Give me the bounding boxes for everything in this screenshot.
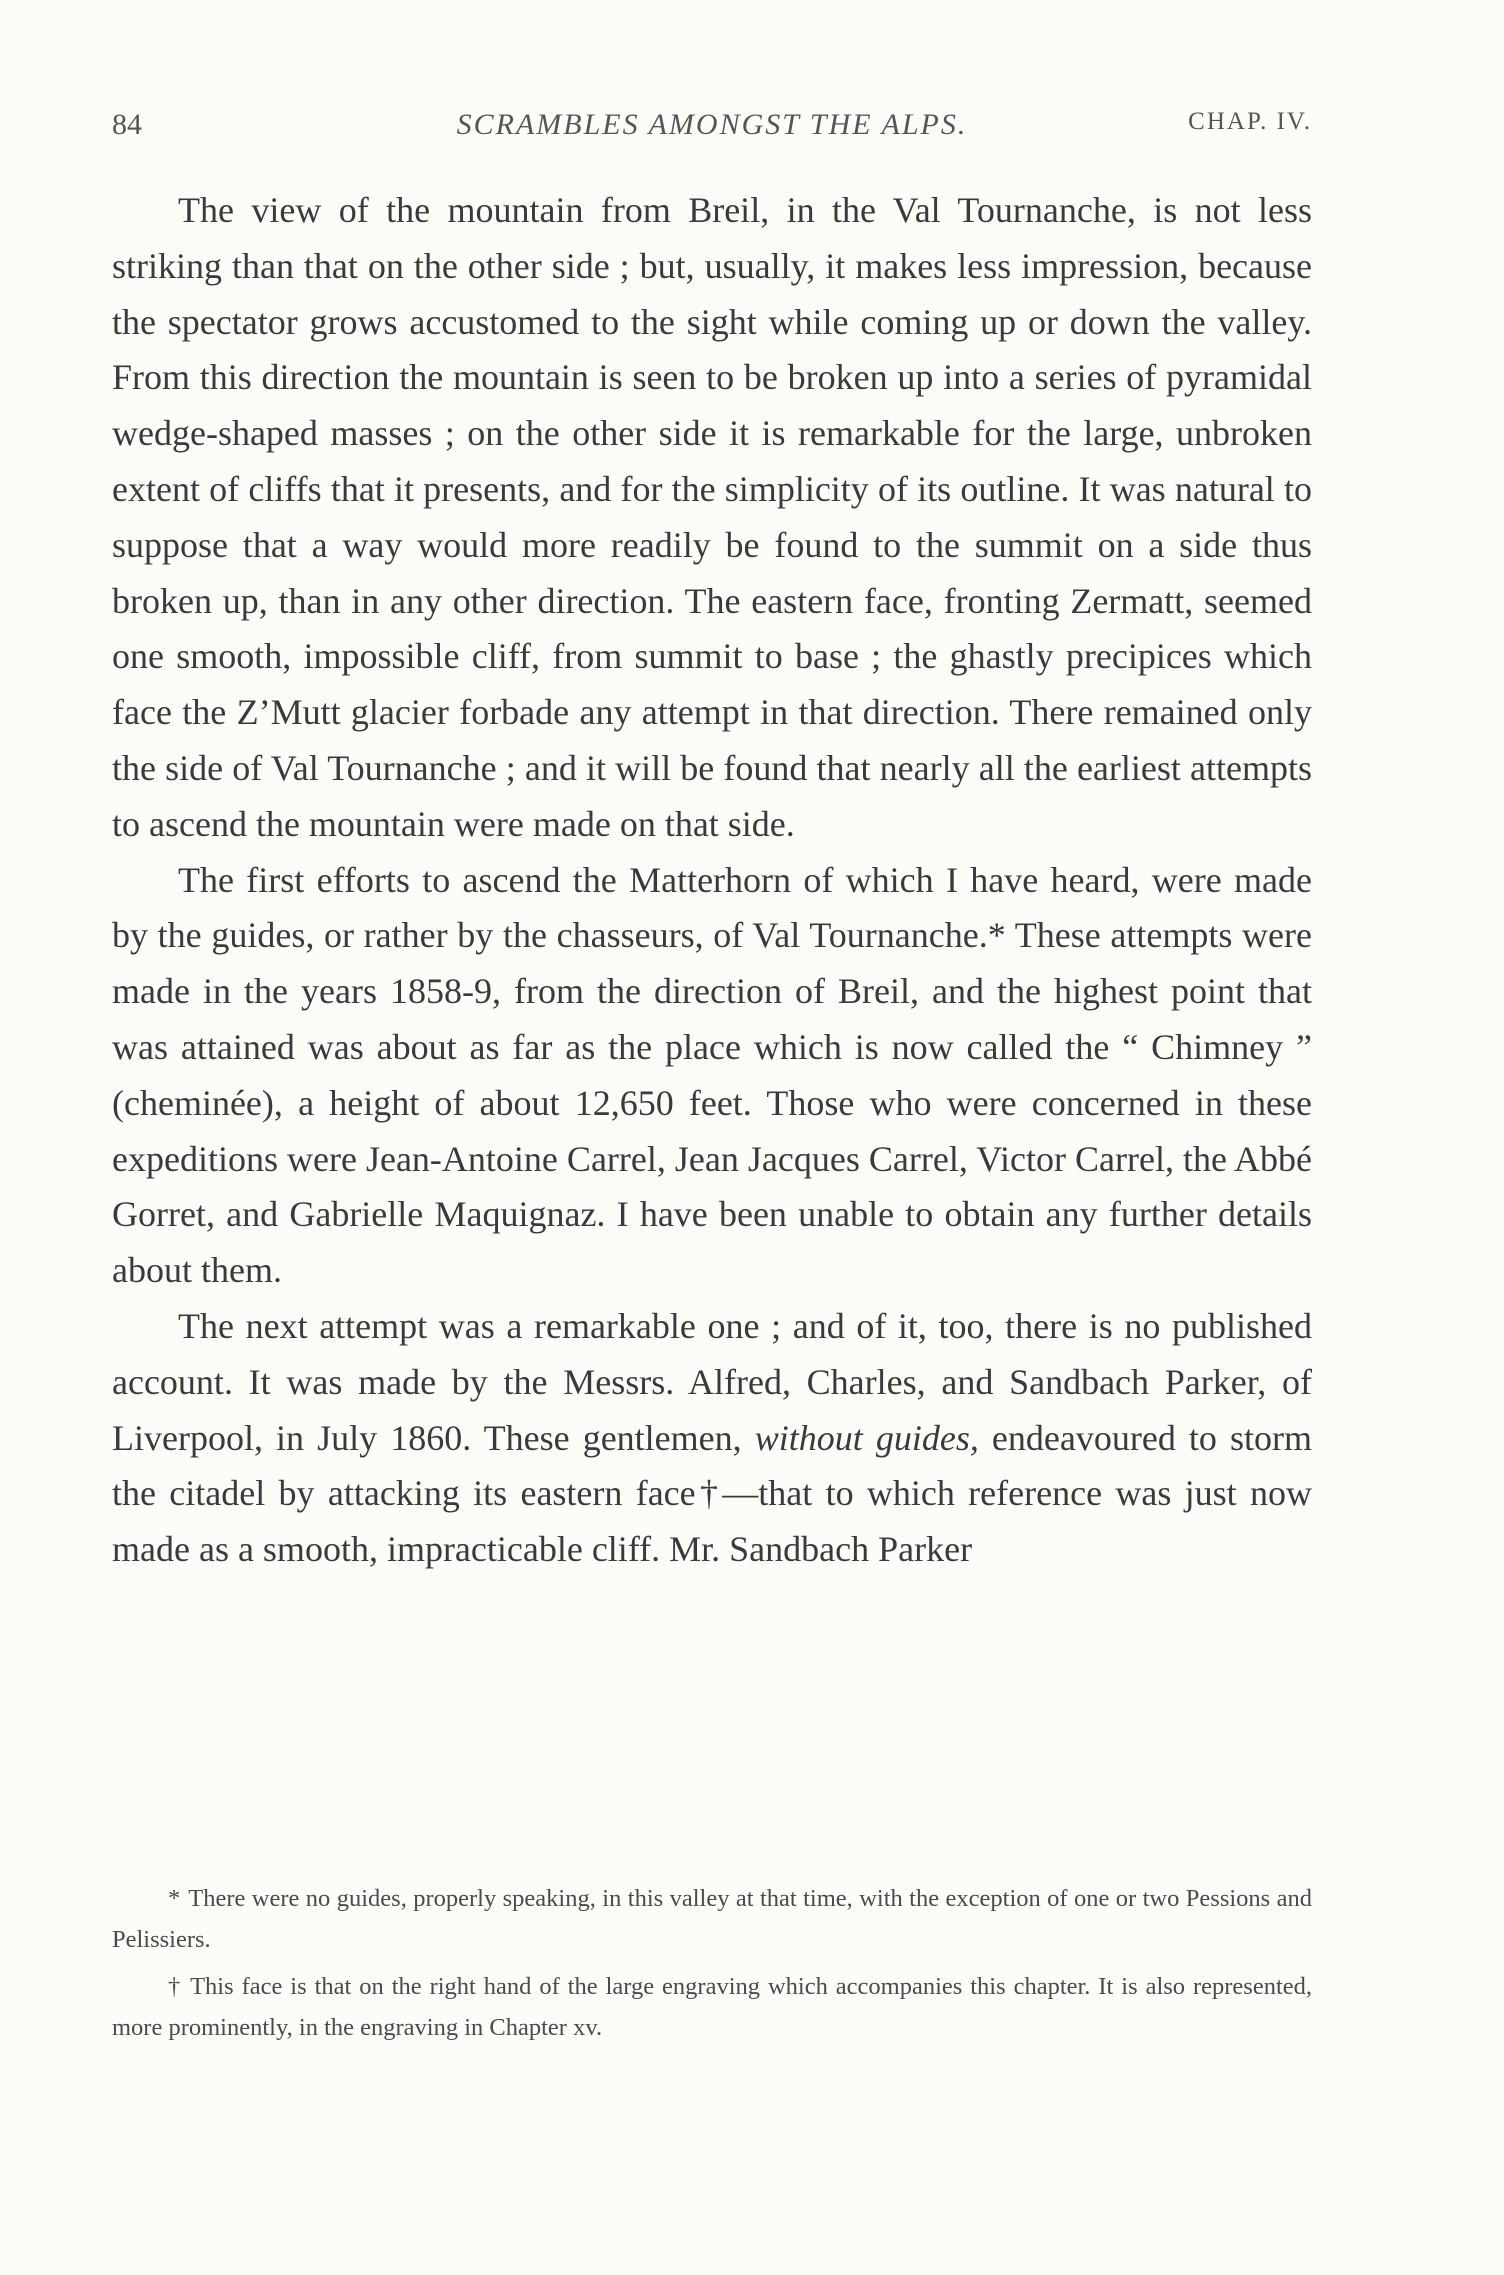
footnote-text: This face is that on the right hand of the large engraving which accompanies this chapter. It is also represented, more prominently, in the engraving in Chapter xv.: [112, 1973, 1313, 2041]
footnotes: [112, 1878, 1312, 2054]
paragraph: The first efforts to ascend the Matterhorn of which I have heard, were made by the guides, or rather by the chasseurs, of Val Tournanche.* These attempts were made in the years 1858-9, from the direction of Breil, and the highest point that was attained was about as far as the place which is now called the “ Chimney ” (cheminée), a height of about 12,650 feet. Those who were concerned in these expeditions were Jean-Antoine Carrel, Jean Jacques Carrel, Victor Carrel, the Abbé Gorret, and Gabrielle Maquignaz. I have been unable to obtain any further details about them.: [112, 859, 1312, 1291]
paragraph-text: endeavoured to storm the citadel by attacking its eastern face†—that to which reference was just now made as a smooth, impracticable cliff. Mr. Sandbach Parker: [112, 1417, 1312, 1570]
footnote: [112, 1966, 1312, 2048]
page-header: [112, 108, 1312, 148]
footnote: [112, 1878, 1312, 1960]
footnote-mark: *: [168, 1885, 181, 1912]
emphasis-text: without guides,: [754, 1417, 979, 1458]
footnote-text: There were no guides, properly speaking, in this valley at that time, with the exception of one or two Pessions and Pelissiers.: [112, 1885, 1312, 1953]
paragraph: The view of the mountain from Breil, in the Val Tournanche, is not less striking than that on the other side ; but, usually, it makes less impression, because the spectator grows accustomed to the sight while coming up or down the valley. From this direction the mountain is seen to be broken up into a series of pyramidal wedge-shaped masses ; on the other side it is remarkable for the large, unbroken extent of cliffs that it presents, and for the simplicity of its outline. It was natural to suppose that a way would more readily be found to the summit on a side thus broken up, than in any other direction. The eastern face, fronting Zermatt, seemed one smooth, impossible cliff, from summit to base ; the ghastly precipices which face the Z’Mutt glacier forbade any attempt in that direction. There remained only the side of Val Tournanche ; and it will be found that nearly all the earliest attempts to ascend the mountain were made on that side.: [112, 190, 1312, 844]
footnote-mark: †: [168, 1973, 183, 2000]
running-title: SCRAMBLES AMONGST THE ALPS.: [456, 108, 968, 141]
page-number: 84: [112, 108, 142, 141]
body-text: [112, 183, 1312, 1578]
chapter-label: CHAP. IV.: [1188, 108, 1312, 135]
paragraph: [112, 1299, 1312, 1578]
paragraph-text: The next attempt was a remarkable one ; and of it, too, there is no published account. It was made by the Messrs. Alfred, Charles, and Sandbach Parker, of Liverpool, in July 1860. These gentlemen,: [112, 1305, 1312, 1458]
